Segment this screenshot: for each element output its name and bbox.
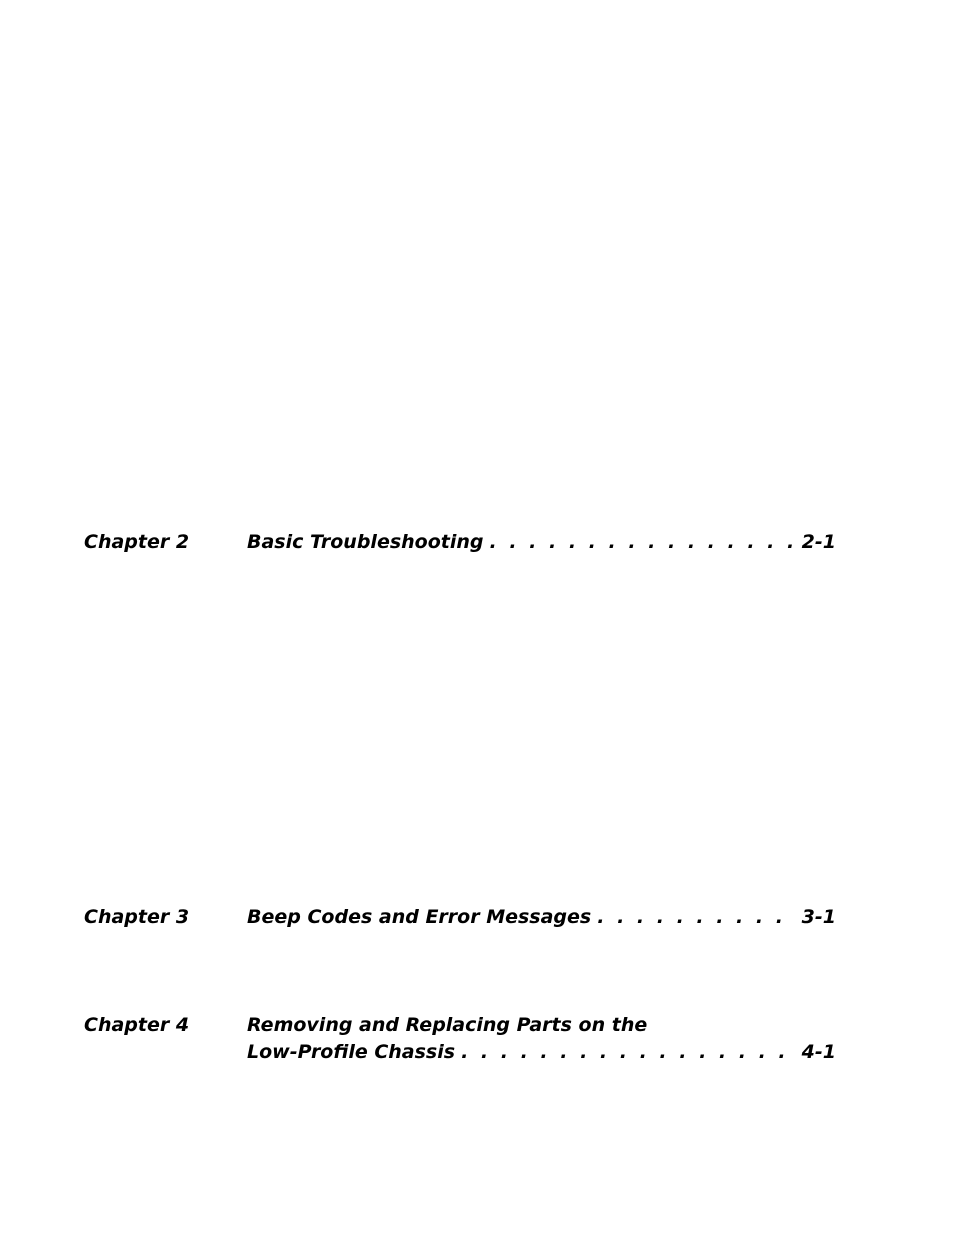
chapter-title-line-2: Low-Profile Chassis xyxy=(247,1041,456,1063)
toc-entry-chapter-2[interactable] xyxy=(84,529,836,556)
toc-entry-chapter-3[interactable] xyxy=(84,904,836,931)
page-reference: 2-1 xyxy=(801,531,836,553)
toc-entry-chapter-4[interactable] xyxy=(84,1012,836,1066)
chapter-title-line-1: Removing and Replacing Parts on the xyxy=(247,1014,648,1036)
chapter-label: Chapter 4 xyxy=(84,1014,190,1036)
page-reference: 3-1 xyxy=(801,906,836,928)
chapter-title: Basic Troubleshooting xyxy=(247,531,484,553)
dot-leader xyxy=(461,1039,796,1066)
title-line xyxy=(247,1039,836,1066)
dot-leader xyxy=(490,529,796,556)
page-reference: 4-1 xyxy=(801,1041,836,1063)
title-line xyxy=(247,529,836,556)
entry-body xyxy=(247,904,836,931)
dot-leader xyxy=(597,904,795,931)
title-line xyxy=(247,904,836,931)
entry-body xyxy=(247,529,836,556)
entry-body xyxy=(247,1012,836,1066)
chapter-label: Chapter 3 xyxy=(84,906,190,928)
chapter-title: Beep Codes and Error Messages xyxy=(247,906,592,928)
chapter-label: Chapter 2 xyxy=(84,531,190,553)
